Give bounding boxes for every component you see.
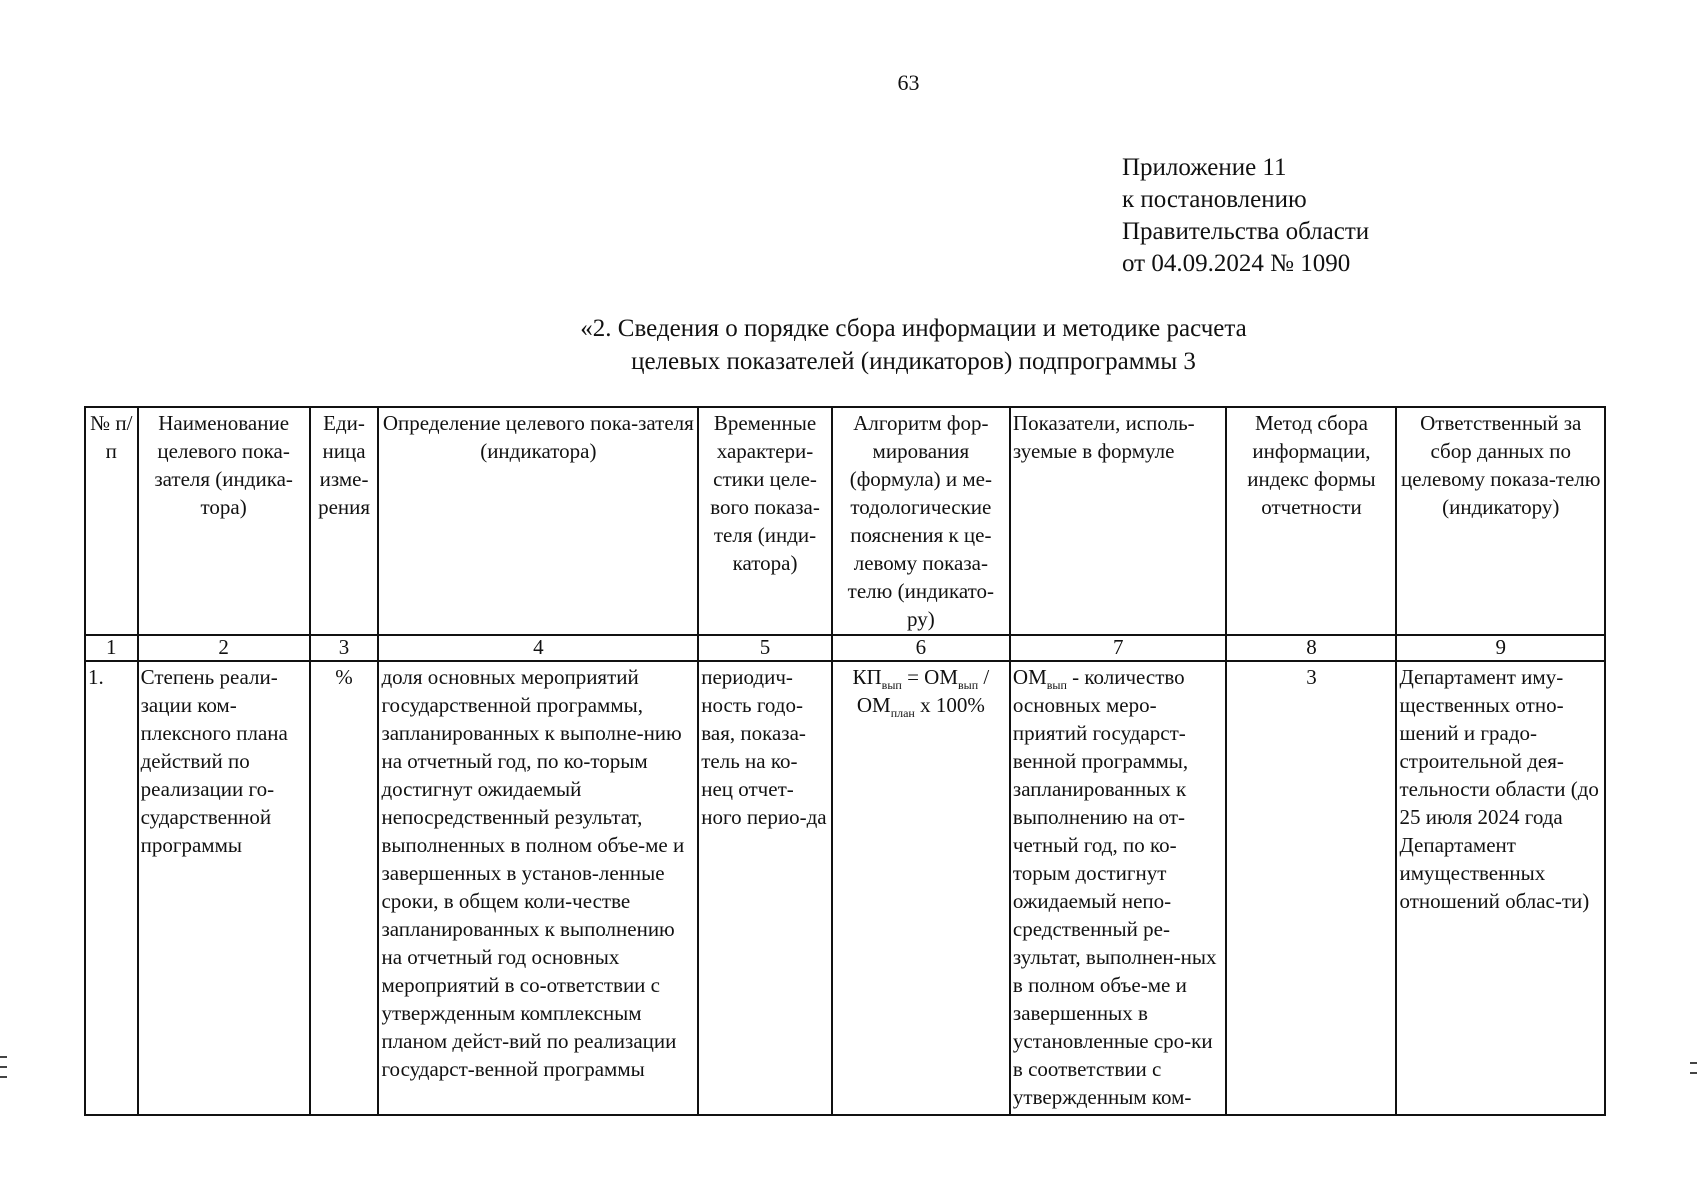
header-unit: Еди-ница изме-рения xyxy=(310,407,379,635)
formula-om-subscript: вып xyxy=(958,678,979,693)
formula-tail: х 100% xyxy=(914,693,985,717)
cell-definition: доля основных мероприятий государственной программы, запланированных к выполне-нию на отчетный год, по ко-торым достигнут ожидаемый непосредственный результат, выполненных в полном объе-ме и завершенных в установ-ленные сроки, в общем коли-честве запланированных к выполнению на отчетный год основных мероприятий в со-ответствии с утвержденным комплексным планом дейст-вий по реализации государст-венной программы xyxy=(378,661,698,1115)
document-title xyxy=(0,312,1697,378)
cell-responsible: Департамент иму-щественных отно-шений и градо-строительной дея-тельности области (до 25 июля 2024 года Департамент имущественных отношений облас-ти) xyxy=(1396,661,1605,1115)
header-formula: Алгоритм фор-мирования (формула) и ме-тодологические пояснения к це-левому показа-телю (индикато-ру) xyxy=(832,407,1010,635)
formula-kp-subscript: вып xyxy=(881,678,902,693)
cell-unit: % xyxy=(310,661,379,1115)
appendix-line-4: от 04.09.2024 № 1090 xyxy=(1122,250,1351,277)
cell-number: 1. xyxy=(85,661,138,1115)
right-margin-mark xyxy=(1690,1062,1697,1064)
left-margin-mark xyxy=(0,1076,7,1078)
column-number: 5 xyxy=(698,635,832,661)
header-collection-method: Метод сбора информации, индекс формы отчетности xyxy=(1226,407,1396,635)
formula-om-plan-subscript: план xyxy=(890,706,915,721)
header-number: № п/п xyxy=(85,407,138,635)
column-number: 2 xyxy=(138,635,310,661)
column-number: 3 xyxy=(310,635,379,661)
column-number: 1 xyxy=(85,635,138,661)
formula-equals: = ОМ xyxy=(901,665,958,689)
left-margin-mark xyxy=(0,1056,7,1058)
formula-om-plan: ОМ xyxy=(856,693,891,717)
cell-timing: периодич-ность годо-вая, показа-тель на ко-нец отчет-ного перио-да xyxy=(698,661,832,1115)
right-margin-mark xyxy=(1690,1072,1697,1074)
header-indicator-name: Наименование целевого пока-зателя (индика-тора) xyxy=(138,407,310,635)
header-formula-indicators: Показатели, исполь-зуемые в формуле xyxy=(1010,407,1227,635)
header-definition: Определение целевого пока-зателя (индикатора) xyxy=(378,407,698,635)
indicator-om-description: - количество основных меро-приятий государст-венной программы, запланированных к выполнению на от-четный год, по ко-торым достигнут ожидаемый непо-средственный ре-зультат, выполнен-ных в полном объе-ме и завершенных в установленные сро-ки в соответствии с утвержденным ком- xyxy=(1012,665,1217,1109)
indicator-om: ОМ xyxy=(1012,665,1047,689)
column-number: 6 xyxy=(832,635,1010,661)
indicators-table xyxy=(84,406,1606,1116)
formula-kp: КП xyxy=(852,665,882,689)
header-timing: Временные характери-стики целе-вого показа-теля (инди-катора) xyxy=(698,407,832,635)
column-number: 7 xyxy=(1010,635,1227,661)
column-number: 9 xyxy=(1396,635,1605,661)
appendix-line-3: Правительства области xyxy=(1122,218,1370,245)
appendix-header xyxy=(1122,152,1369,280)
column-number: 4 xyxy=(378,635,698,661)
cell-indicator-name: Степень реали-зации ком-плексного плана действий по реализации го-сударственной программы xyxy=(138,661,310,1115)
indicator-om-subscript: вып xyxy=(1046,678,1067,693)
cell-formula xyxy=(832,661,1010,1115)
page-number: 63 xyxy=(897,70,920,95)
cell-formula-indicators xyxy=(1010,661,1227,1115)
header-row xyxy=(85,407,1605,635)
column-number-row xyxy=(85,635,1605,661)
column-number: 8 xyxy=(1226,635,1396,661)
cell-collection-method: 3 xyxy=(1226,661,1396,1115)
table-row xyxy=(85,661,1605,1115)
title-line-1: «2. Сведения о порядке сбора информации и методике расчета xyxy=(580,315,1247,342)
appendix-line-2: к постановлению xyxy=(1122,186,1307,213)
appendix-line-1: Приложение 11 xyxy=(1122,154,1287,181)
title-line-2: целевых показателей (индикаторов) подпрограммы 3 xyxy=(631,348,1196,375)
header-responsible: Ответственный за сбор данных по целевому показа-телю (индикатору) xyxy=(1396,407,1605,635)
left-margin-mark xyxy=(0,1066,7,1068)
formula-slash: / xyxy=(978,665,990,689)
